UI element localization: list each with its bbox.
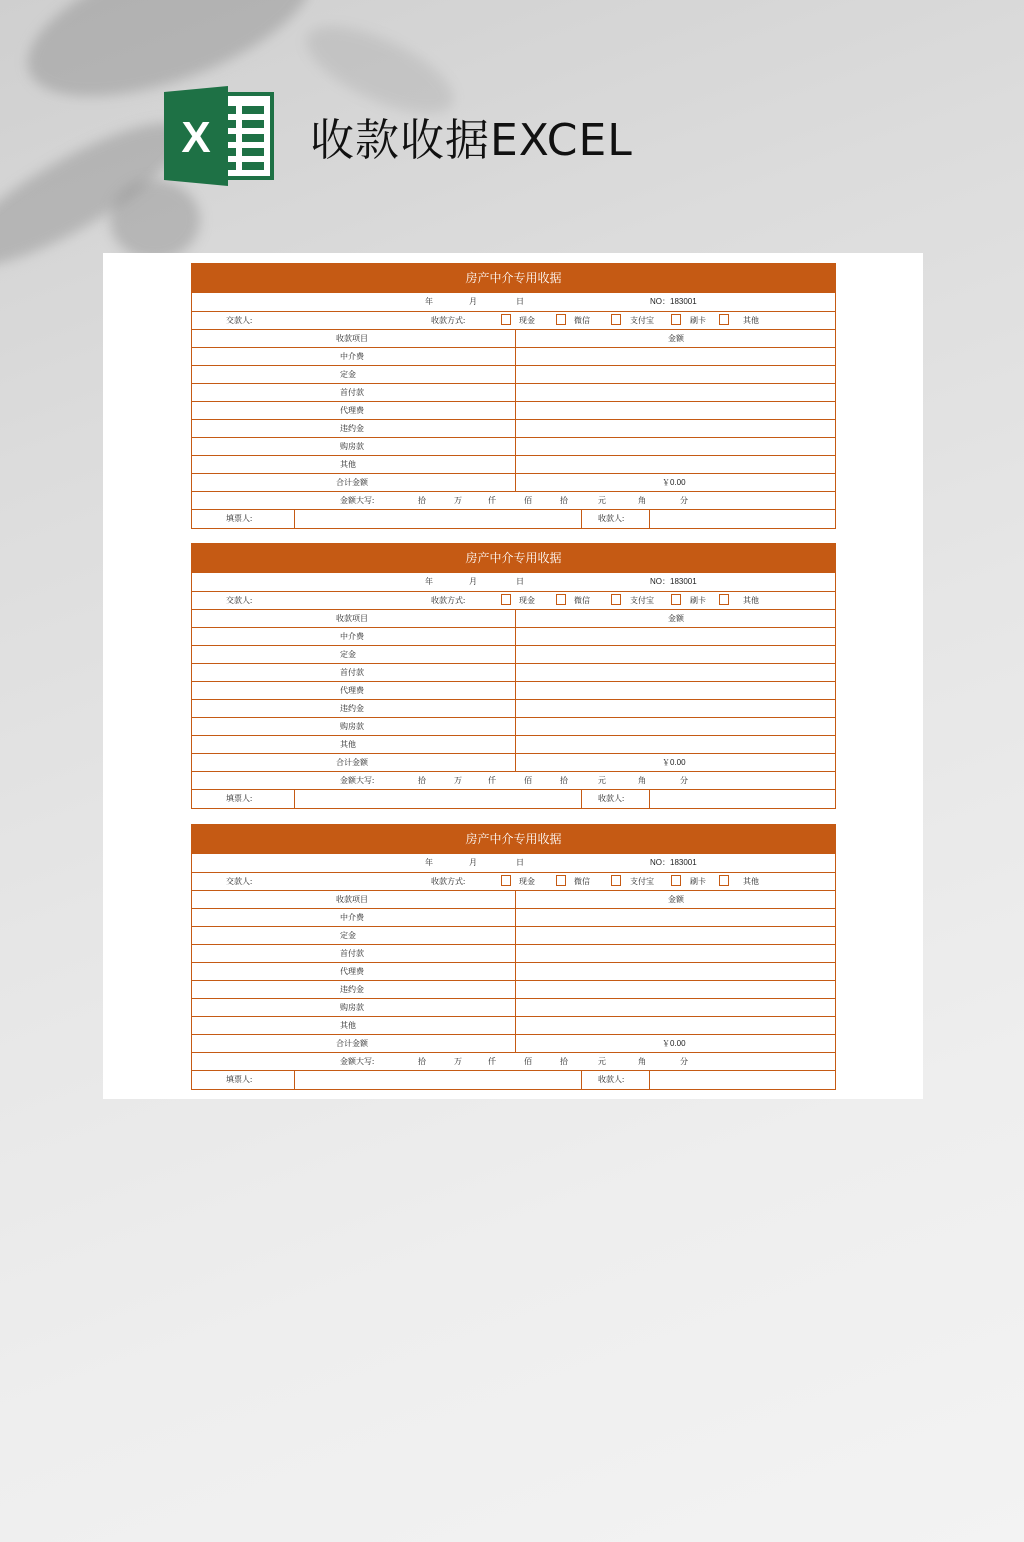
receipt-item-row [192, 645, 835, 663]
year-label: 年 [425, 858, 433, 867]
month-label: 月 [469, 577, 477, 586]
amount-cell[interactable] [516, 909, 835, 926]
amount-cell[interactable] [516, 348, 835, 365]
day-label: 日 [516, 297, 524, 306]
amount-cell[interactable] [516, 664, 835, 681]
receipt-item-row [192, 383, 835, 401]
receipt-form [191, 543, 836, 809]
month-label: 月 [469, 297, 477, 306]
amount-header: 金额 [668, 895, 684, 904]
item-header: 收款项目 [336, 334, 368, 343]
method-label: 其他 [743, 596, 759, 605]
receipt-title: 房产中介专用收据 [192, 544, 835, 573]
method-label: 刷卡 [690, 596, 706, 605]
item-label: 代理费 [340, 967, 364, 976]
method-label: 支付宝 [630, 877, 654, 886]
method-checkbox[interactable] [501, 314, 511, 325]
method-label: 微信 [574, 316, 590, 325]
excel-icon-letter: X [181, 113, 211, 162]
receiver-label: 收款人: [598, 514, 625, 523]
drawer-field[interactable] [295, 510, 581, 528]
receipt-number: NO：183001 [650, 858, 697, 867]
payment-method-label: 收款方式: [431, 596, 466, 605]
item-label: 购房款 [340, 1003, 364, 1012]
drawer-label: 填票人: [226, 514, 253, 523]
month-label: 月 [469, 858, 477, 867]
receipt-item-row [192, 980, 835, 998]
receipt-item-row [192, 998, 835, 1016]
method-checkbox[interactable] [719, 594, 729, 605]
item-label: 违约金 [340, 424, 364, 433]
item-label: 定金 [340, 931, 356, 940]
receipt-item-row [192, 1016, 835, 1034]
receiver-field[interactable] [650, 790, 835, 808]
method-checkbox[interactable] [611, 875, 621, 886]
method-checkbox[interactable] [501, 594, 511, 605]
receipt-total-row [192, 473, 835, 491]
capital-unit: 拾 [560, 496, 568, 505]
item-label: 首付款 [340, 949, 364, 958]
receipt-capital-row [192, 491, 835, 509]
receipt-item-row [192, 926, 835, 944]
capital-unit: 拾 [560, 776, 568, 785]
total-value: ￥0.00 [662, 478, 686, 487]
method-checkbox[interactable] [671, 875, 681, 886]
method-label: 支付宝 [630, 596, 654, 605]
amount-cell[interactable] [516, 927, 835, 944]
capital-unit: 角 [638, 496, 646, 505]
item-label: 首付款 [340, 668, 364, 677]
method-label: 现金 [519, 316, 535, 325]
amount-cell[interactable] [516, 999, 835, 1016]
drawer-label: 填票人: [226, 1075, 253, 1084]
receipt-total-row [192, 1034, 835, 1052]
receipt-capital-row [192, 771, 835, 789]
receipt-number: NO：183001 [650, 297, 697, 306]
method-checkbox[interactable] [556, 875, 566, 886]
receipt-number: NO：183001 [650, 577, 697, 586]
receiver-label: 收款人: [598, 794, 625, 803]
receipt-signature-row [192, 1070, 835, 1089]
amount-header: 金额 [668, 334, 684, 343]
item-label: 违约金 [340, 985, 364, 994]
item-label: 定金 [340, 650, 356, 659]
amount-header: 金额 [668, 614, 684, 623]
method-label: 其他 [743, 316, 759, 325]
method-label: 刷卡 [690, 316, 706, 325]
capital-unit: 分 [680, 776, 688, 785]
item-label: 代理费 [340, 406, 364, 415]
capital-unit: 拾 [418, 496, 426, 505]
capital-unit: 佰 [524, 496, 532, 505]
capital-unit: 万 [454, 496, 462, 505]
receipt-date-row [192, 854, 835, 872]
receipt-item-row [192, 663, 835, 681]
capital-unit: 拾 [560, 1057, 568, 1066]
total-value: ￥0.00 [662, 1039, 686, 1048]
method-label: 支付宝 [630, 316, 654, 325]
amount-cell[interactable] [516, 700, 835, 717]
amount-cell[interactable] [516, 718, 835, 735]
amount-cell[interactable] [516, 682, 835, 699]
receipt-item-row [192, 717, 835, 735]
receipt-item-row [192, 627, 835, 645]
receipt-item-row [192, 962, 835, 980]
method-checkbox[interactable] [556, 314, 566, 325]
receipt-items-header [192, 609, 835, 627]
receipt-payer-row [192, 591, 835, 609]
receipt-payer-row [192, 311, 835, 329]
item-label: 定金 [340, 370, 356, 379]
method-checkbox[interactable] [611, 594, 621, 605]
item-label: 代理费 [340, 686, 364, 695]
document-sheet [103, 253, 923, 1099]
receipt-title: 房产中介专用收据 [192, 264, 835, 293]
item-label: 其他 [340, 740, 356, 749]
payment-method-label: 收款方式: [431, 877, 466, 886]
method-checkbox[interactable] [611, 314, 621, 325]
capital-unit: 分 [680, 1057, 688, 1066]
receipt-signature-row [192, 789, 835, 808]
excel-icon [164, 86, 274, 186]
method-label: 微信 [574, 596, 590, 605]
receipt-form [191, 824, 836, 1090]
capital-unit: 元 [598, 496, 606, 505]
amount-cell[interactable] [516, 384, 835, 401]
capital-unit: 仟 [488, 776, 496, 785]
total-label: 合计金额 [336, 478, 368, 487]
amount-cell[interactable] [516, 963, 835, 980]
receipt-item-row [192, 419, 835, 437]
total-value: ￥0.00 [662, 758, 686, 767]
capital-unit: 仟 [488, 1057, 496, 1066]
payer-label: 交款人: [226, 596, 253, 605]
page-title: 收款收据EXCEL [310, 115, 633, 166]
capital-label: 金额大写: [340, 1057, 375, 1066]
receipt-total-row [192, 753, 835, 771]
drawer-field[interactable] [295, 790, 581, 808]
item-label: 其他 [340, 460, 356, 469]
background-shadow [110, 180, 200, 260]
capital-label: 金额大写: [340, 496, 375, 505]
amount-cell[interactable] [516, 438, 835, 455]
total-label: 合计金额 [336, 758, 368, 767]
capital-unit: 万 [454, 776, 462, 785]
item-label: 违约金 [340, 704, 364, 713]
receipt-item-row [192, 908, 835, 926]
method-label: 微信 [574, 877, 590, 886]
method-label: 刷卡 [690, 877, 706, 886]
item-label: 中介费 [340, 352, 364, 361]
capital-label: 金额大写: [340, 776, 375, 785]
method-checkbox[interactable] [556, 594, 566, 605]
receipt-items-header [192, 890, 835, 908]
method-checkbox[interactable] [671, 594, 681, 605]
amount-cell[interactable] [516, 628, 835, 645]
item-header: 收款项目 [336, 895, 368, 904]
item-label: 购房款 [340, 442, 364, 451]
amount-cell[interactable] [516, 402, 835, 419]
capital-unit: 元 [598, 776, 606, 785]
receipt-item-row [192, 437, 835, 455]
receipt-form [191, 263, 836, 529]
capital-unit: 拾 [418, 776, 426, 785]
capital-unit: 佰 [524, 1057, 532, 1066]
receipt-item-row [192, 401, 835, 419]
amount-cell[interactable] [516, 456, 835, 473]
year-label: 年 [425, 577, 433, 586]
year-label: 年 [425, 297, 433, 306]
amount-cell[interactable] [516, 1017, 835, 1034]
payer-label: 交款人: [226, 877, 253, 886]
capital-unit: 仟 [488, 496, 496, 505]
amount-cell[interactable] [516, 646, 835, 663]
amount-cell[interactable] [516, 366, 835, 383]
day-label: 日 [516, 577, 524, 586]
receipt-date-row [192, 573, 835, 591]
receipt-date-row [192, 293, 835, 311]
method-label: 现金 [519, 877, 535, 886]
receipt-item-row [192, 347, 835, 365]
capital-unit: 拾 [418, 1057, 426, 1066]
total-label: 合计金额 [336, 1039, 368, 1048]
item-label: 其他 [340, 1021, 356, 1030]
receipt-capital-row [192, 1052, 835, 1070]
capital-unit: 角 [638, 776, 646, 785]
receipt-signature-row [192, 509, 835, 528]
receipt-payer-row [192, 872, 835, 890]
amount-cell[interactable] [516, 736, 835, 753]
receiver-field[interactable] [650, 510, 835, 528]
method-checkbox[interactable] [671, 314, 681, 325]
payer-label: 交款人: [226, 316, 253, 325]
payment-method-label: 收款方式: [431, 316, 466, 325]
item-header: 收款项目 [336, 614, 368, 623]
item-label: 中介费 [340, 913, 364, 922]
receipt-item-row [192, 699, 835, 717]
receipt-item-row [192, 455, 835, 473]
receipt-title: 房产中介专用收据 [192, 825, 835, 854]
method-label: 现金 [519, 596, 535, 605]
receipt-items-header [192, 329, 835, 347]
amount-cell[interactable] [516, 420, 835, 437]
receipt-item-row [192, 944, 835, 962]
drawer-label: 填票人: [226, 794, 253, 803]
method-checkbox[interactable] [719, 875, 729, 886]
day-label: 日 [516, 858, 524, 867]
capital-unit: 角 [638, 1057, 646, 1066]
item-label: 购房款 [340, 722, 364, 731]
page-header [164, 86, 633, 186]
method-checkbox[interactable] [719, 314, 729, 325]
amount-cell[interactable] [516, 981, 835, 998]
receipt-item-row [192, 735, 835, 753]
amount-cell[interactable] [516, 945, 835, 962]
item-label: 首付款 [340, 388, 364, 397]
receipt-item-row [192, 365, 835, 383]
receipt-item-row [192, 681, 835, 699]
receiver-field[interactable] [650, 1071, 835, 1089]
method-checkbox[interactable] [501, 875, 511, 886]
item-label: 中介费 [340, 632, 364, 641]
capital-unit: 万 [454, 1057, 462, 1066]
capital-unit: 分 [680, 496, 688, 505]
method-label: 其他 [743, 877, 759, 886]
drawer-field[interactable] [295, 1071, 581, 1089]
capital-unit: 佰 [524, 776, 532, 785]
capital-unit: 元 [598, 1057, 606, 1066]
receiver-label: 收款人: [598, 1075, 625, 1084]
